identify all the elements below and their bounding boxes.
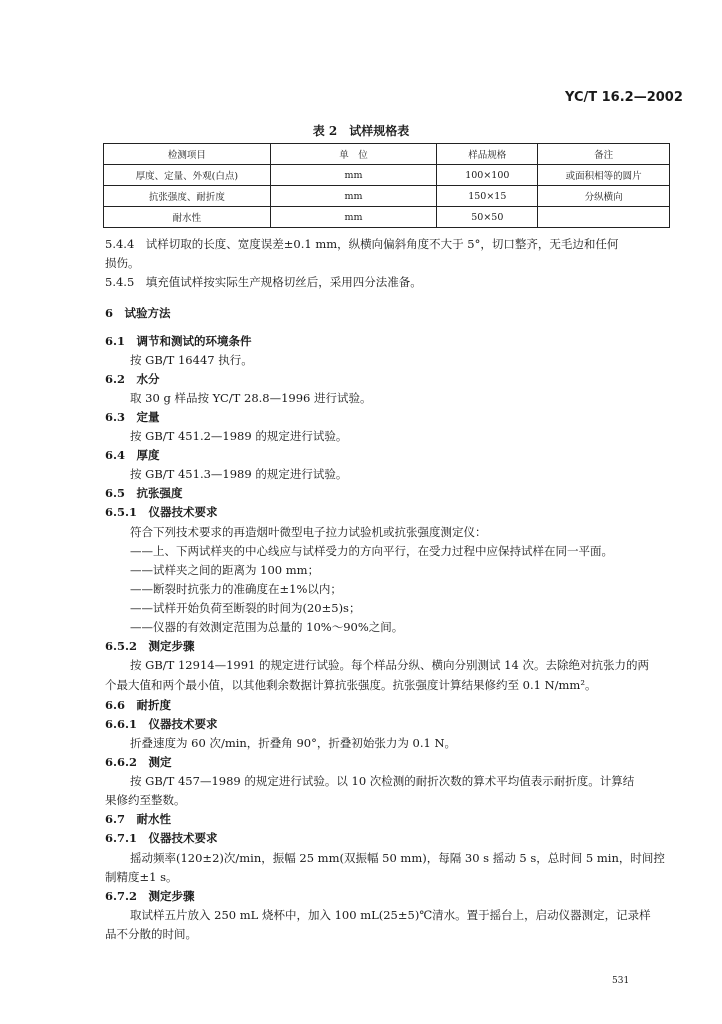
section-6-5-2-text-cont: 个最大值和两个最小值，以其他剩余数据计算抗张强度。抗张强度计算结果修约至 0.1 N/mm²。	[105, 678, 597, 692]
table-cell: 分纵横向	[538, 186, 670, 207]
table-cell: 耐水性	[104, 207, 271, 228]
requirement-item: ——试样夹之间的距离为 100 mm；	[130, 563, 320, 577]
section-6-7-1-text-cont: 制精度±1 s。	[105, 870, 178, 884]
clause-5-4-4-cont: 损伤。	[105, 256, 140, 270]
section-6-5-2-text: 按 GB/T 12914—1991 的规定进行试验。每个样品分纵、横向分别测试 14 次。去除绝对抗张力的两	[130, 658, 649, 672]
table-cell: mm	[270, 207, 437, 228]
section-6-7-2-text: 取试样五片放入 250 mL 烧杯中，加入 100 mL(25±5)℃清水。置于摇台上，启动仪器测定，记录样	[130, 908, 651, 922]
section-6-4-heading: 6.4 厚度	[105, 448, 160, 462]
section-6-6-2-text: 按 GB/T 457—1989 的规定进行试验。以 10 次检测的耐折次数的算术平均值表示耐折度。计算结	[130, 774, 635, 788]
table-header: 备注	[538, 144, 670, 165]
requirement-item: ——断裂时抗张力的准确度在±1%以内；	[130, 582, 342, 596]
page-number: 531	[612, 976, 630, 986]
table-header: 样品规格	[437, 144, 538, 165]
section-6-6-1-heading: 6.6.1 仪器技术要求	[105, 717, 218, 731]
table-row	[104, 186, 670, 207]
table-cell: 150×15	[437, 186, 538, 207]
standard-number: YC/T 16.2—2002	[565, 90, 683, 105]
table-caption: 表 2 试样规格表	[312, 124, 410, 138]
table-cell: 或面积相等的圆片	[538, 165, 670, 186]
section-6-1-text: 按 GB/T 16447 执行。	[130, 353, 253, 367]
specimen-spec-table	[103, 143, 670, 228]
section-6-5-heading: 6.5 抗张强度	[105, 486, 183, 500]
table-cell: mm	[270, 186, 437, 207]
table-header: 单 位	[270, 144, 437, 165]
section-6-4-text: 按 GB/T 451.3—1989 的规定进行试验。	[130, 467, 348, 481]
section-6-7-2-heading: 6.7.2 测定步骤	[105, 889, 195, 903]
section-6-7-1-heading: 6.7.1 仪器技术要求	[105, 831, 218, 845]
section-6-6-heading: 6.6 耐折度	[105, 698, 172, 712]
requirement-item: ——上、下两试样夹的中心线应与试样受力的方向平行，在受力过程中应保持试样在同一平面。	[130, 544, 613, 558]
section-6-6-2-heading: 6.6.2 测定	[105, 755, 172, 769]
section-6-6-1-text: 折叠速度为 60 次/min，折叠角 90°，折叠初始张力为 0.1 N。	[130, 736, 457, 750]
section-6-5-1-heading: 6.5.1 仪器技术要求	[105, 505, 218, 519]
section-6-5-1-text: 符合下列技术要求的再造烟叶微型电子拉力试验机或抗张强度测定仪：	[130, 525, 487, 539]
table-cell	[538, 207, 670, 228]
clause-5-4-5: 5.4.5 填充值试样按实际生产规格切丝后，采用四分法准备。	[105, 275, 422, 289]
section-6-7-1-text: 摇动频率(120±2)次/min，振幅 25 mm(双振幅 50 mm)，每隔 30 s 摇动 5 s，总时间 5 min，时间控	[130, 851, 665, 865]
section-6-7-heading: 6.7 耐水性	[105, 812, 172, 826]
table-header-row	[104, 144, 670, 165]
requirement-item: ——仪器的有效测定范围为总量的 10%～90%之间。	[130, 620, 404, 634]
table-row	[104, 207, 670, 228]
table-cell: mm	[270, 165, 437, 186]
table-header: 检测项目	[104, 144, 271, 165]
clause-5-4-4: 5.4.4 试样切取的长度、宽度误差±0.1 mm，纵横向偏斜角度不大于 5°，切口整齐，无毛边和任何	[105, 237, 619, 251]
section-6-3-text: 按 GB/T 451.2—1989 的规定进行试验。	[130, 429, 348, 443]
section-6-heading: 6 试验方法	[105, 306, 171, 320]
requirement-item: ——试样开始负荷至断裂的时间为(20±5)s；	[130, 601, 361, 615]
table-cell: 抗张强度、耐折度	[104, 186, 271, 207]
section-6-3-heading: 6.3 定量	[105, 410, 160, 424]
table-cell: 50×50	[437, 207, 538, 228]
section-6-6-2-text-cont: 果修约至整数。	[105, 793, 186, 807]
table-cell: 厚度、定量、外观(白点)	[104, 165, 271, 186]
table-cell: 100×100	[437, 165, 538, 186]
section-6-7-2-text-cont: 品不分散的时间。	[105, 927, 197, 941]
section-6-2-heading: 6.2 水分	[105, 372, 160, 386]
section-6-2-text: 取 30 g 样品按 YC/T 28.8—1996 进行试验。	[130, 391, 372, 405]
table-row	[104, 165, 670, 186]
section-6-1-heading: 6.1 调节和测试的环境条件	[105, 334, 252, 348]
section-6-5-2-heading: 6.5.2 测定步骤	[105, 639, 195, 653]
